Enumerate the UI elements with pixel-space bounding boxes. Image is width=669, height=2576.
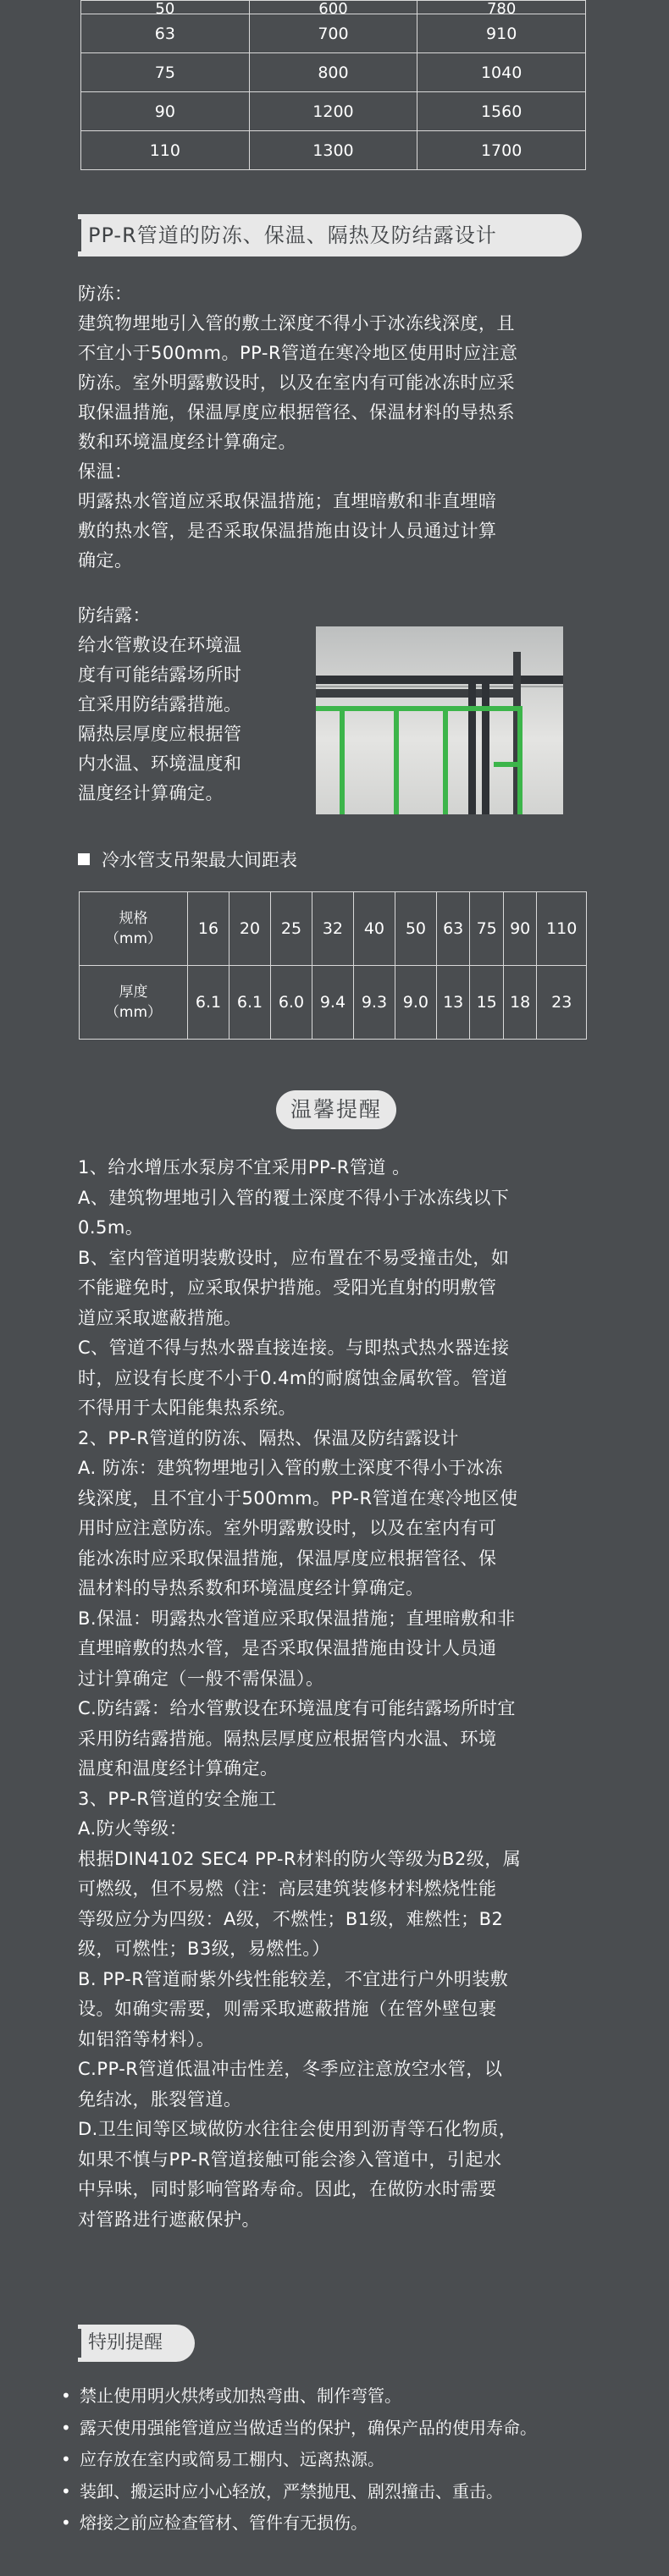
table-row — [81, 14, 586, 53]
tips-title: 温馨提醒 — [276, 1090, 396, 1129]
text-line: 温度和温度经计算确定。 — [78, 1758, 279, 1779]
text-line: 确定。 — [78, 550, 133, 571]
table-row — [81, 92, 586, 131]
table-cell: 32 — [312, 892, 353, 966]
text-line: 等级应分为四级：A级，不燃性；B1级，难燃性；B2 — [78, 1908, 504, 1929]
table-cell: 13 — [436, 966, 470, 1040]
tips-text — [78, 1153, 594, 2235]
text-line: 过计算确定（一般不需保温）。 — [78, 1668, 324, 1689]
text-line: 1、给水增压水泵房不宜采用PP-R管道 。 — [78, 1157, 411, 1178]
table-cell: 63 — [436, 892, 470, 966]
text-line: C.PP-R管道低温冲击性差，冬季应注意放空水管，以 — [78, 2059, 503, 2079]
table-cell: 1040 — [417, 53, 586, 92]
table-cell: 63 — [81, 14, 250, 53]
text-line: 采用防结露措施。隔热层厚度应根据管内水温、环境 — [78, 1728, 497, 1749]
text-line: 保温： — [78, 461, 133, 482]
text-line: 度有可能结露场所时 — [78, 665, 242, 685]
text-line: A. 防冻：建筑物埋地引入管的敷土深度不得小于冰冻 — [78, 1458, 503, 1478]
table-cell: 110 — [81, 131, 250, 170]
text-line: 如果不慎与PP-R管道接触可能会渗入管道中，引起水 — [78, 2149, 502, 2170]
table-row — [80, 966, 587, 1040]
text-line: 明露热水管道应采取保温措施；直埋暗敷和非直埋暗 — [78, 491, 497, 511]
special-title: 特别提醒 — [78, 2325, 195, 2362]
table-cell: 90 — [503, 892, 537, 966]
text-line: 建筑物埋地引入管的敷土深度不得小于冰冻线深度，且 — [78, 313, 515, 334]
table-cell: 15 — [470, 966, 504, 1040]
table-row — [81, 53, 586, 92]
table-cell: 6.0 — [270, 966, 312, 1040]
spec-table-title: 冷水管支吊架最大间距表 — [78, 847, 297, 872]
list-item: • 应存放在室内或简易工棚内、远离热源。 — [58, 2444, 600, 2476]
text-line: 道应采取遮蔽措施。 — [78, 1307, 242, 1328]
list-item: • 露天使用强能管道应当做适当的保护，确保产品的使用寿命。 — [58, 2413, 600, 2445]
text-line: A.防火等级： — [78, 1818, 188, 1839]
table-cell: 75 — [470, 892, 504, 966]
section-text — [78, 279, 594, 576]
text-line: 对管路进行遮蔽保护。 — [78, 2209, 260, 2230]
section-title: PP-R管道的防冻、保温、隔热及防结露设计 — [78, 214, 582, 256]
text-line: 防结露： — [78, 605, 151, 626]
text-line: 0.5m。 — [78, 1217, 144, 1238]
text-line: 免结冰，胀裂管道。 — [78, 2088, 242, 2110]
table-cell: 16 — [188, 892, 229, 966]
table-cell: 700 — [249, 14, 417, 53]
table-cell: 9.4 — [312, 966, 353, 1040]
text-line: 用时应注意防冻。室外明露敷设时，以及在室内有可 — [78, 1518, 497, 1538]
text-line: B.保温：明露热水管道应采取保温措施；直埋暗敷和非 — [78, 1608, 516, 1629]
text-line: 根据DIN4102 SEC4 PP-R材料的防火等级为B2级，属 — [78, 1848, 522, 1869]
text-line: 2、PP-R管道的防冻、隔热、保温及防结露设计 — [78, 1427, 459, 1448]
table-cell: 90 — [81, 92, 250, 131]
table-cell: 800 — [249, 53, 417, 92]
table-cell: 6.1 — [229, 966, 270, 1040]
table-cell: 1560 — [417, 92, 586, 131]
bracket-spacing-table — [79, 891, 587, 1040]
table-cell: 6.1 — [188, 966, 229, 1040]
text-line: 直埋暗敷的热水管，是否采取保温措施由设计人员通 — [78, 1638, 497, 1658]
text-line: 3、PP-R管道的安全施工 — [78, 1788, 277, 1809]
table-cell: 25 — [270, 892, 312, 966]
text-line: 时，应设有长度不小于0.4m的耐腐蚀金属软管。管道 — [78, 1367, 508, 1388]
table-cell: 40 — [353, 892, 395, 966]
text-line: 中异味，同时影响管路寿命。因此，在做防水时需要 — [78, 2179, 497, 2199]
table-cell: 110 — [537, 892, 587, 966]
text-line: 级，可燃性；B3级，易燃性。） — [78, 1939, 330, 1959]
table-row — [81, 1, 586, 14]
table-cell: 910 — [417, 14, 586, 53]
table-cell: 9.3 — [353, 966, 395, 1040]
text-line: 隔热层厚度应根据管 — [78, 724, 242, 744]
text-line: 可燃级，但不易燃（注：高层建筑装修材料燃烧性能 — [78, 1878, 497, 1899]
text-line: 防冻： — [78, 284, 133, 304]
text-line: C.防结露：给水管敷设在环境温度有可能结露场所时宜 — [78, 1698, 516, 1718]
text-line: D.卫生间等区域做防水往往会使用到沥青等石化物质， — [78, 2119, 517, 2139]
table-cell: 20 — [229, 892, 270, 966]
text-line: A、建筑物埋地引入管的覆土深度不得小于冰冻线以下 — [78, 1187, 510, 1208]
text-line: 不能避免时，应采取保护措施。受阳光直射的明敷管 — [78, 1277, 497, 1298]
text-line: 防冻。室外明露敷设时，以及在室内有可能冰冻时应采 — [78, 372, 515, 393]
list-item: • 禁止使用明火烘烤或加热弯曲、制作弯管。 — [58, 2380, 600, 2413]
pressure-table — [80, 0, 586, 170]
text-line: 温材料的导热系数和环境温度经计算确定。 — [78, 1578, 424, 1598]
text-line: 能冰冻时应采取保温措施，保温厚度应根据管径、保 — [78, 1547, 497, 1569]
list-item: • 装卸、搬运时应小心轻放，严禁抛甩、剧烈撞击、重击。 — [58, 2476, 600, 2508]
text-line: 宜采用防结露措施。 — [78, 694, 242, 714]
text-line: 线深度，且不宜小于500mm。PP-R管道在寒冷地区使 — [78, 1487, 518, 1509]
table-cell: 9.0 — [395, 966, 436, 1040]
table-cell: 75 — [81, 53, 250, 92]
text-line: 不得用于太阳能集热系统。 — [78, 1398, 296, 1418]
table-cell: 18 — [503, 966, 537, 1040]
text-line: B、室内管道明装敷设时，应布置在不易受撞击处，如 — [78, 1247, 510, 1268]
square-bullet-icon — [78, 853, 90, 865]
text-line: 不宜小于500mm。PP-R管道在寒冷地区使用时应注意 — [78, 343, 518, 363]
text-line: 数和环境温度经计算确定。 — [78, 432, 296, 452]
text-line: 温度经计算确定。 — [78, 783, 224, 803]
text-line: 设。如确实需要，则需采取遮蔽措施（在管外壁包裹 — [78, 1999, 497, 2019]
table-cell: 50 — [395, 892, 436, 966]
text-line: 敷的热水管，是否采取保温措施由设计人员通过计算 — [78, 521, 497, 541]
table-cell: 1700 — [417, 131, 586, 170]
table-row — [80, 892, 587, 966]
condensation-text — [78, 601, 315, 808]
table-cell: 50 — [81, 1, 250, 14]
special-list — [58, 2380, 600, 2540]
table-cell: 600 — [249, 1, 417, 14]
table-cell: 1200 — [249, 92, 417, 131]
table-cell: 23 — [537, 966, 587, 1040]
table-cell: 780 — [417, 1, 586, 14]
table-row — [81, 131, 586, 170]
text-line: C、管道不得与热水器直接连接。与即热式热水器连接 — [78, 1338, 510, 1358]
table-cell: 1300 — [249, 131, 417, 170]
text-line: 如铝箔等材料）。 — [78, 2028, 215, 2049]
text-line: 内水温、环境温度和 — [78, 753, 242, 774]
pipe-installation-photo — [316, 626, 563, 814]
list-item: • 熔接之前应检查管材、管件有无损伤。 — [58, 2507, 600, 2540]
text-line: B. PP-R管道耐紫外线性能较差，不宜进行户外明装敷 — [78, 1968, 509, 1989]
text-line: 给水管敷设在环境温 — [78, 635, 242, 655]
row-header: 厚度 （mm） — [80, 966, 188, 1040]
row-header: 规格 （mm） — [80, 892, 188, 966]
text-line: 取保温措施，保温厚度应根据管径、保温材料的导热系 — [78, 402, 515, 422]
